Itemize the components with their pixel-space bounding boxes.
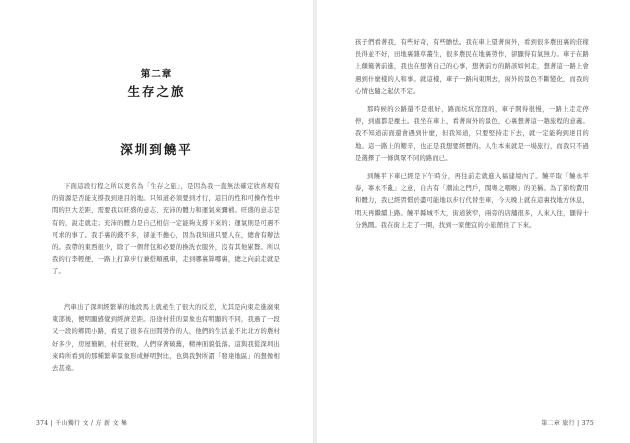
paragraph: 那時候的公路還不是很好，路面坑坑窪窪的，車子開得很慢，一路上走走停停，到處都是塵土。我坐在車上，看著窗外的景色，心裏想著這一趟旅程的意義。我不知道前面還會遇到什麼，但我知道，只要堅持走下去，就一定能夠到達目的地。這一路上的艱辛，也正是我想要經歷的。人生本來就是一場旅行，而我只不過是選擇了一條與眾不同的路而已。 <box>355 106 589 162</box>
left-page <box>0 0 313 443</box>
right-body-text <box>355 37 589 232</box>
chapter-title: 生存之旅 <box>127 84 186 99</box>
chapter-number: 第二章 <box>140 69 173 80</box>
left-body-text-2 <box>52 302 280 375</box>
right-page <box>317 0 630 443</box>
section-title: 深圳到饒平 <box>120 142 193 157</box>
folio-left: 374 | 千山獨行 文 / 方 新 文 集 <box>36 420 128 427</box>
paragraph: 下面這段行程之所以更名為「生存之旅」，是因為我一直無法確定欣喜現有的資源是否能支撐我到達目的地。只知道必須要到才行，這目的性和可操作性中間的巨大差距，需要我以旺盛的意志、充沛的體力和運氣來彌補。旺盛的意志是有的，說走就走；充沛的體力是自己相信一定能夠支撐下來的；運氣則是可遇不可求的事了。我手裏的錢不多，卻並不擔心，因為我知道只要人在，總會有辦法的。我帶的東西很少，除了一個背包和必要的換洗衣服外，沒有其他累贅。所以我的行李輕便，一路上打算步行兼搭順風車，走到哪裏算哪裏，總之向前走就是了。 <box>52 183 280 276</box>
paragraph: 到饒平下車已經是下午時分，再往前走就進入福建境內了。饒平取「饒永平泰，寧永不亂」之意，自古有「潮汕之門戶，閩粵之咽喉」的美稱。為了節約費用和體力，我已經習慣於盡可能地以步行代替坐車，今天晚上就在這裏找地方休息，明天再繼續上路。饒平縣城不大，街道狹窄，兩旁的店舖很多，人來人往，顯得十分熱鬧。我在街上走了一圈，找到一家便宜的小旅館住了下來。 <box>355 173 589 229</box>
paragraph: 汽車出了深圳經繁華的地段馬上就產生了很大的反差，尤其是向東走進廣東東部後，便明顯感覺到經濟差距。沿途村莊的景象也有明顯的不同，我過了一段又一段的鄉間小路，看見了很多在田間勞作的人，他們的生活並不比北方的農村好多少，房屋簡陋，村莊衰敗，人們穿著破舊，精神面貌低落。這與我從深圳出來時所看到的那種繁華景象形成鮮明對比，也與我對所謂「發達地區」的想像相去甚遠。 <box>52 304 280 373</box>
left-body-text <box>52 181 280 279</box>
folio-right: 第二章 旅行 | 375 <box>541 420 594 427</box>
paragraph: 孩子們看著我，有些好奇，有些膽怯。我在車上望著窗外，看到很多農田裏的莊稼長得並不好，田地裏雜草叢生，很多農民在地裏勞作，卻顯得有氣無力。車子在路上顛簸著前進，我也在想著自己的心事，想著前方的路該如何走，想著這一路上會遇到什麼樣的人和事。就這樣，車子一路向東開去，窗外的景色不斷變化，而我的心情也隨之起伏不定。 <box>355 39 589 95</box>
